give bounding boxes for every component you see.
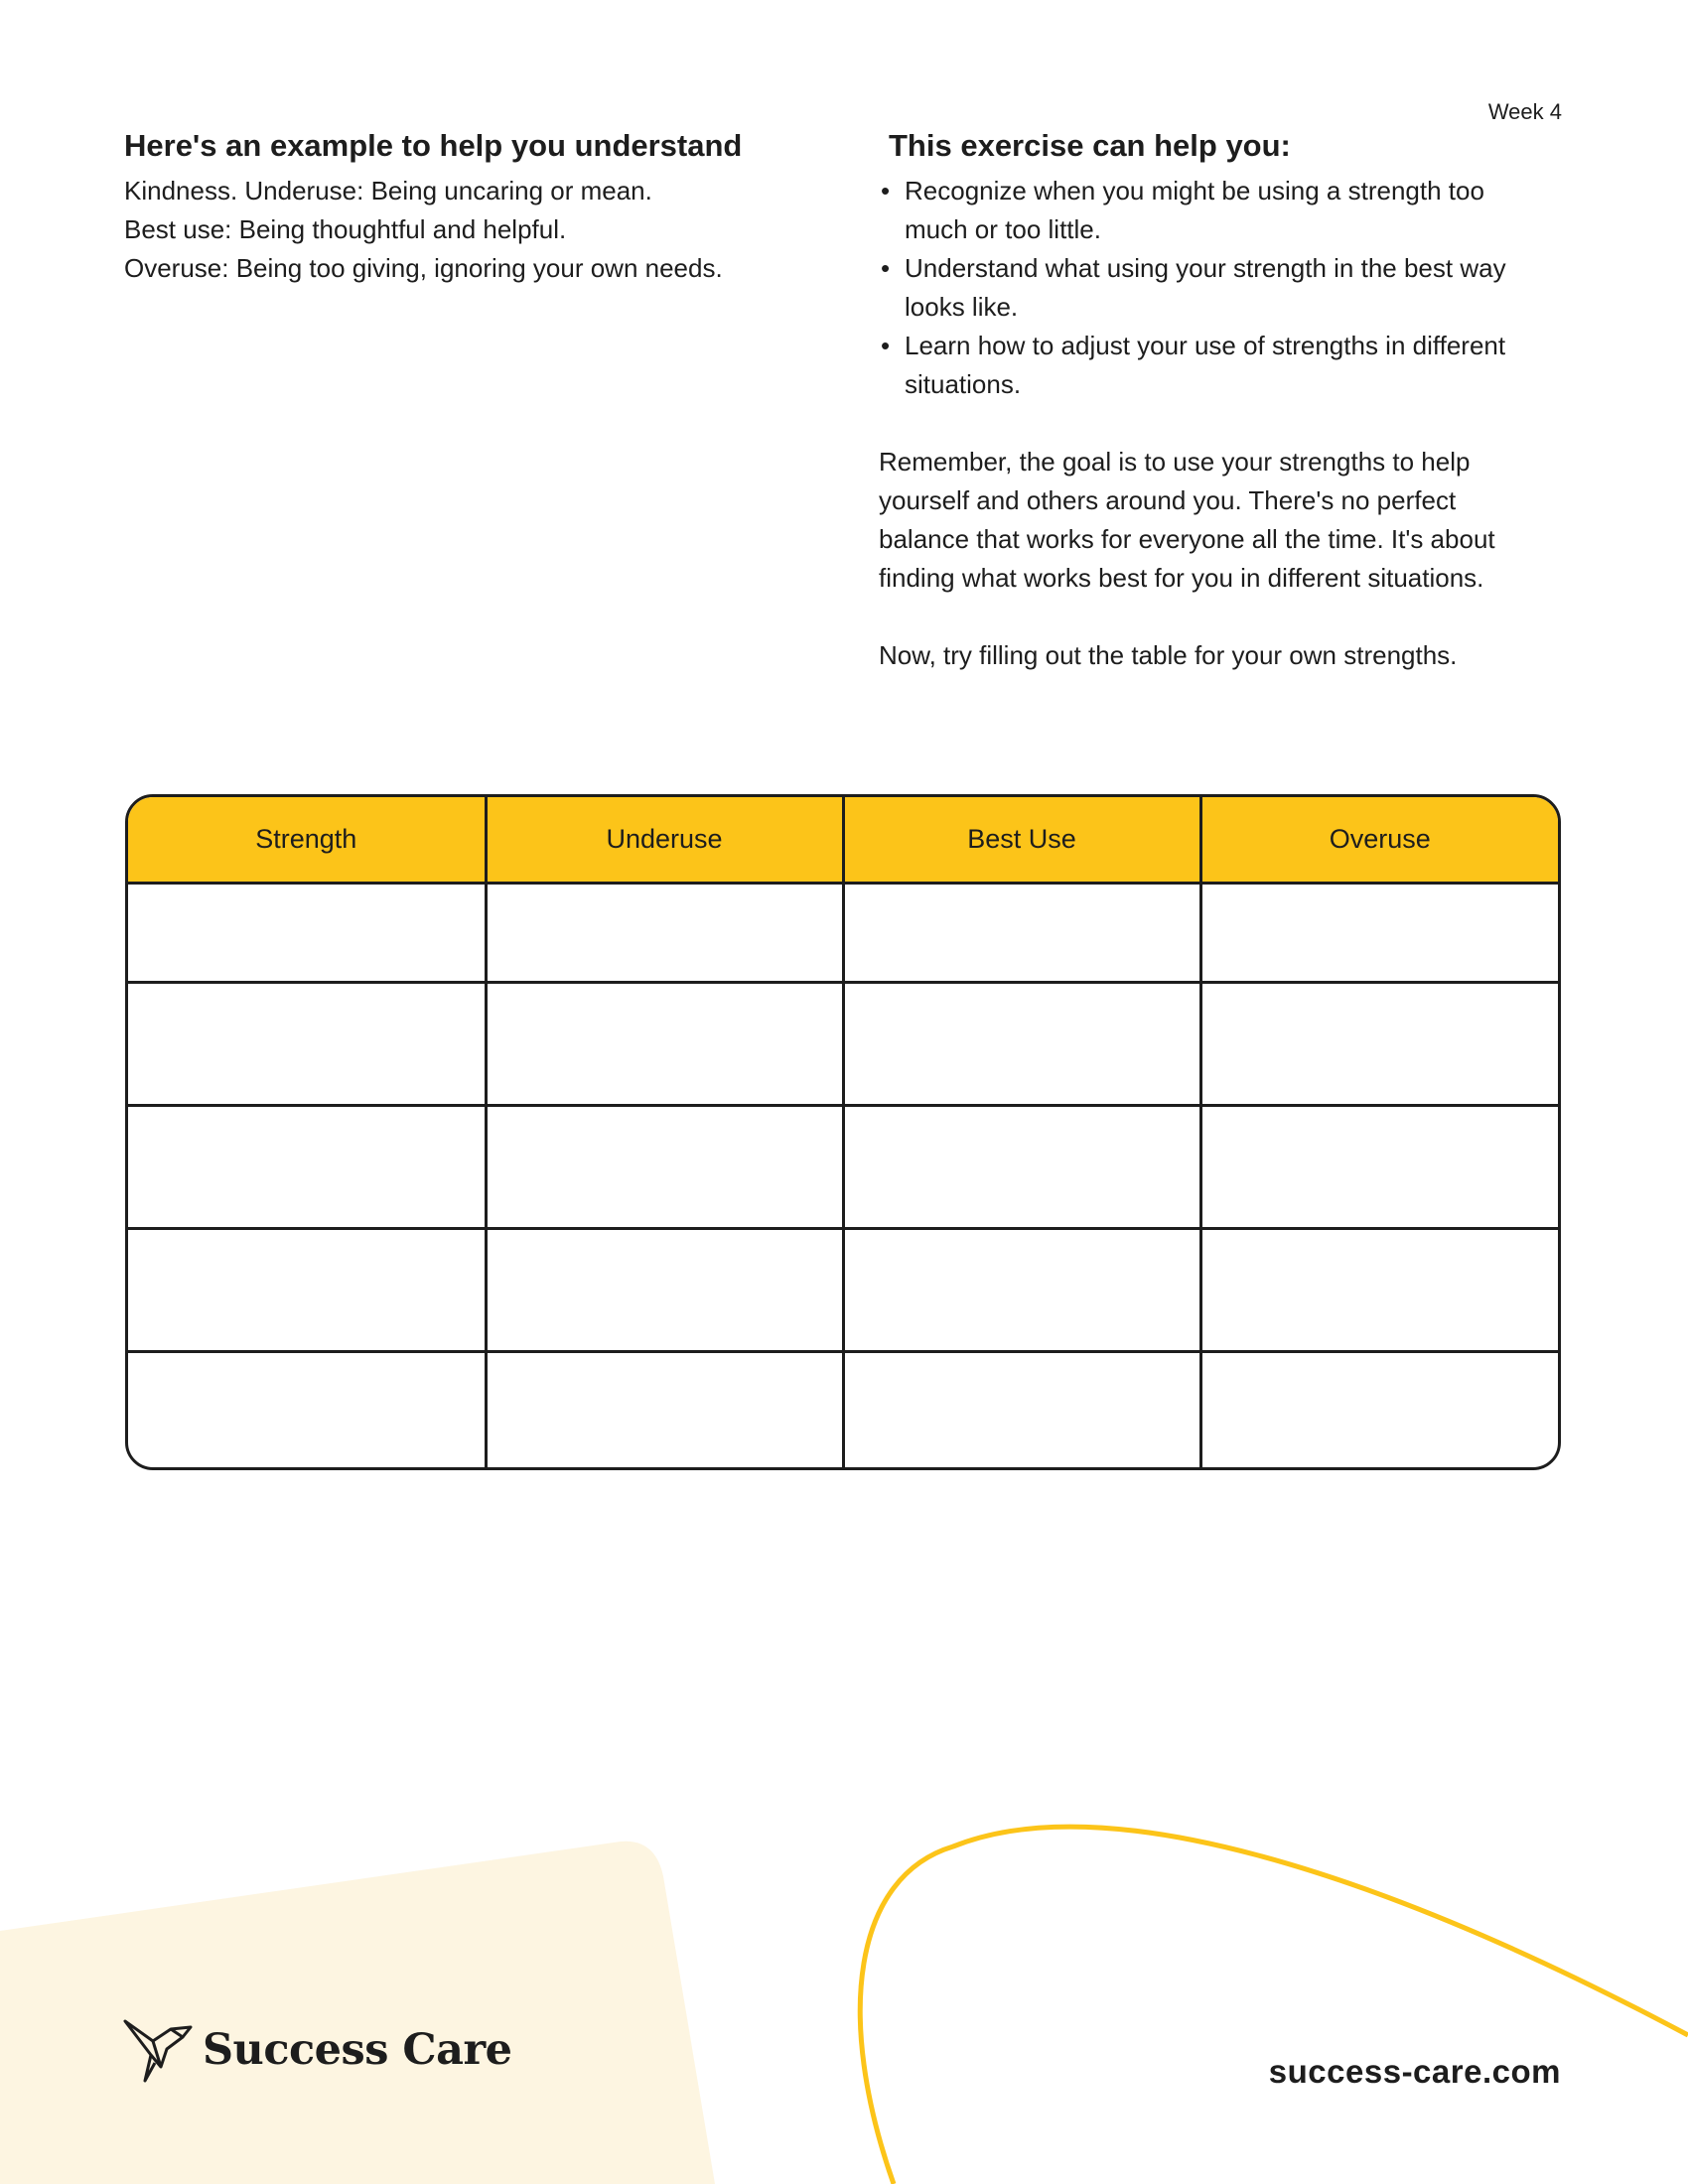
table-cell[interactable]: [486, 1229, 843, 1352]
table-cell[interactable]: [843, 1229, 1200, 1352]
instruction-paragraph: Now, try filling out the table for your own strengths.: [879, 639, 1458, 670]
benefit-item: • Learn how to adjust your use of strengths in different situations.: [879, 327, 1534, 404]
column-header-underuse: Underuse: [486, 797, 843, 884]
table-header-row: [128, 797, 1558, 884]
column-header-overuse: Overuse: [1200, 797, 1558, 884]
reminder-paragraph: Remember, the goal is to use your strengths to help yourself and others around you. There's no perfect balance that works for everyone all the time. It's about finding what works best for you in different situations.: [879, 446, 1495, 593]
hummingbird-icon: [123, 2015, 193, 2085]
table-cell[interactable]: [128, 983, 486, 1106]
brand-name: Success Care: [203, 2025, 512, 2075]
table-row: [128, 1229, 1558, 1352]
table-cell[interactable]: [128, 884, 486, 983]
table-cell[interactable]: [1200, 983, 1558, 1106]
example-section: [124, 127, 819, 288]
table-cell[interactable]: [843, 1352, 1200, 1471]
cream-panel-shape: [0, 1842, 715, 2184]
example-line: Kindness. Underuse: Being uncaring or mean.: [124, 175, 652, 205]
table-row: [128, 983, 1558, 1106]
benefits-list: [879, 172, 1534, 404]
week-label: Week 4: [1487, 99, 1562, 124]
table-row: [128, 884, 1558, 983]
website-url[interactable]: success-care.com: [1268, 2053, 1561, 2090]
strengths-table: [125, 794, 1561, 1470]
exercise-section: [879, 127, 1534, 675]
brand-logo: [123, 2015, 512, 2085]
table-row: [128, 1106, 1558, 1229]
table-cell[interactable]: [1200, 1229, 1558, 1352]
table-cell[interactable]: [486, 884, 843, 983]
example-heading: Here's an example to help you understand: [124, 128, 743, 163]
table-row: [128, 1352, 1558, 1471]
table-cell[interactable]: [486, 1106, 843, 1229]
table-cell[interactable]: [486, 983, 843, 1106]
table-cell[interactable]: [128, 1106, 486, 1229]
table-cell[interactable]: [1200, 1106, 1558, 1229]
table-cell[interactable]: [128, 1229, 486, 1352]
example-line: Best use: Being thoughtful and helpful.: [124, 213, 567, 244]
table-cell[interactable]: [128, 1352, 486, 1471]
table-cell[interactable]: [1200, 884, 1558, 983]
table-cell[interactable]: [843, 1106, 1200, 1229]
table-cell[interactable]: [843, 884, 1200, 983]
yellow-curve-line: [860, 1827, 1688, 2184]
example-line: Overuse: Being too giving, ignoring your own needs.: [124, 252, 723, 283]
column-header-best-use: Best Use: [843, 797, 1200, 884]
benefit-item: • Recognize when you might be using a strength too much or too little.: [879, 172, 1534, 249]
benefit-item: • Understand what using your strength in the best way looks like.: [879, 249, 1534, 327]
table-cell[interactable]: [486, 1352, 843, 1471]
exercise-heading: This exercise can help you:: [889, 128, 1291, 163]
table-cell[interactable]: [1200, 1352, 1558, 1471]
column-header-strength: Strength: [128, 797, 486, 884]
table-cell[interactable]: [843, 983, 1200, 1106]
